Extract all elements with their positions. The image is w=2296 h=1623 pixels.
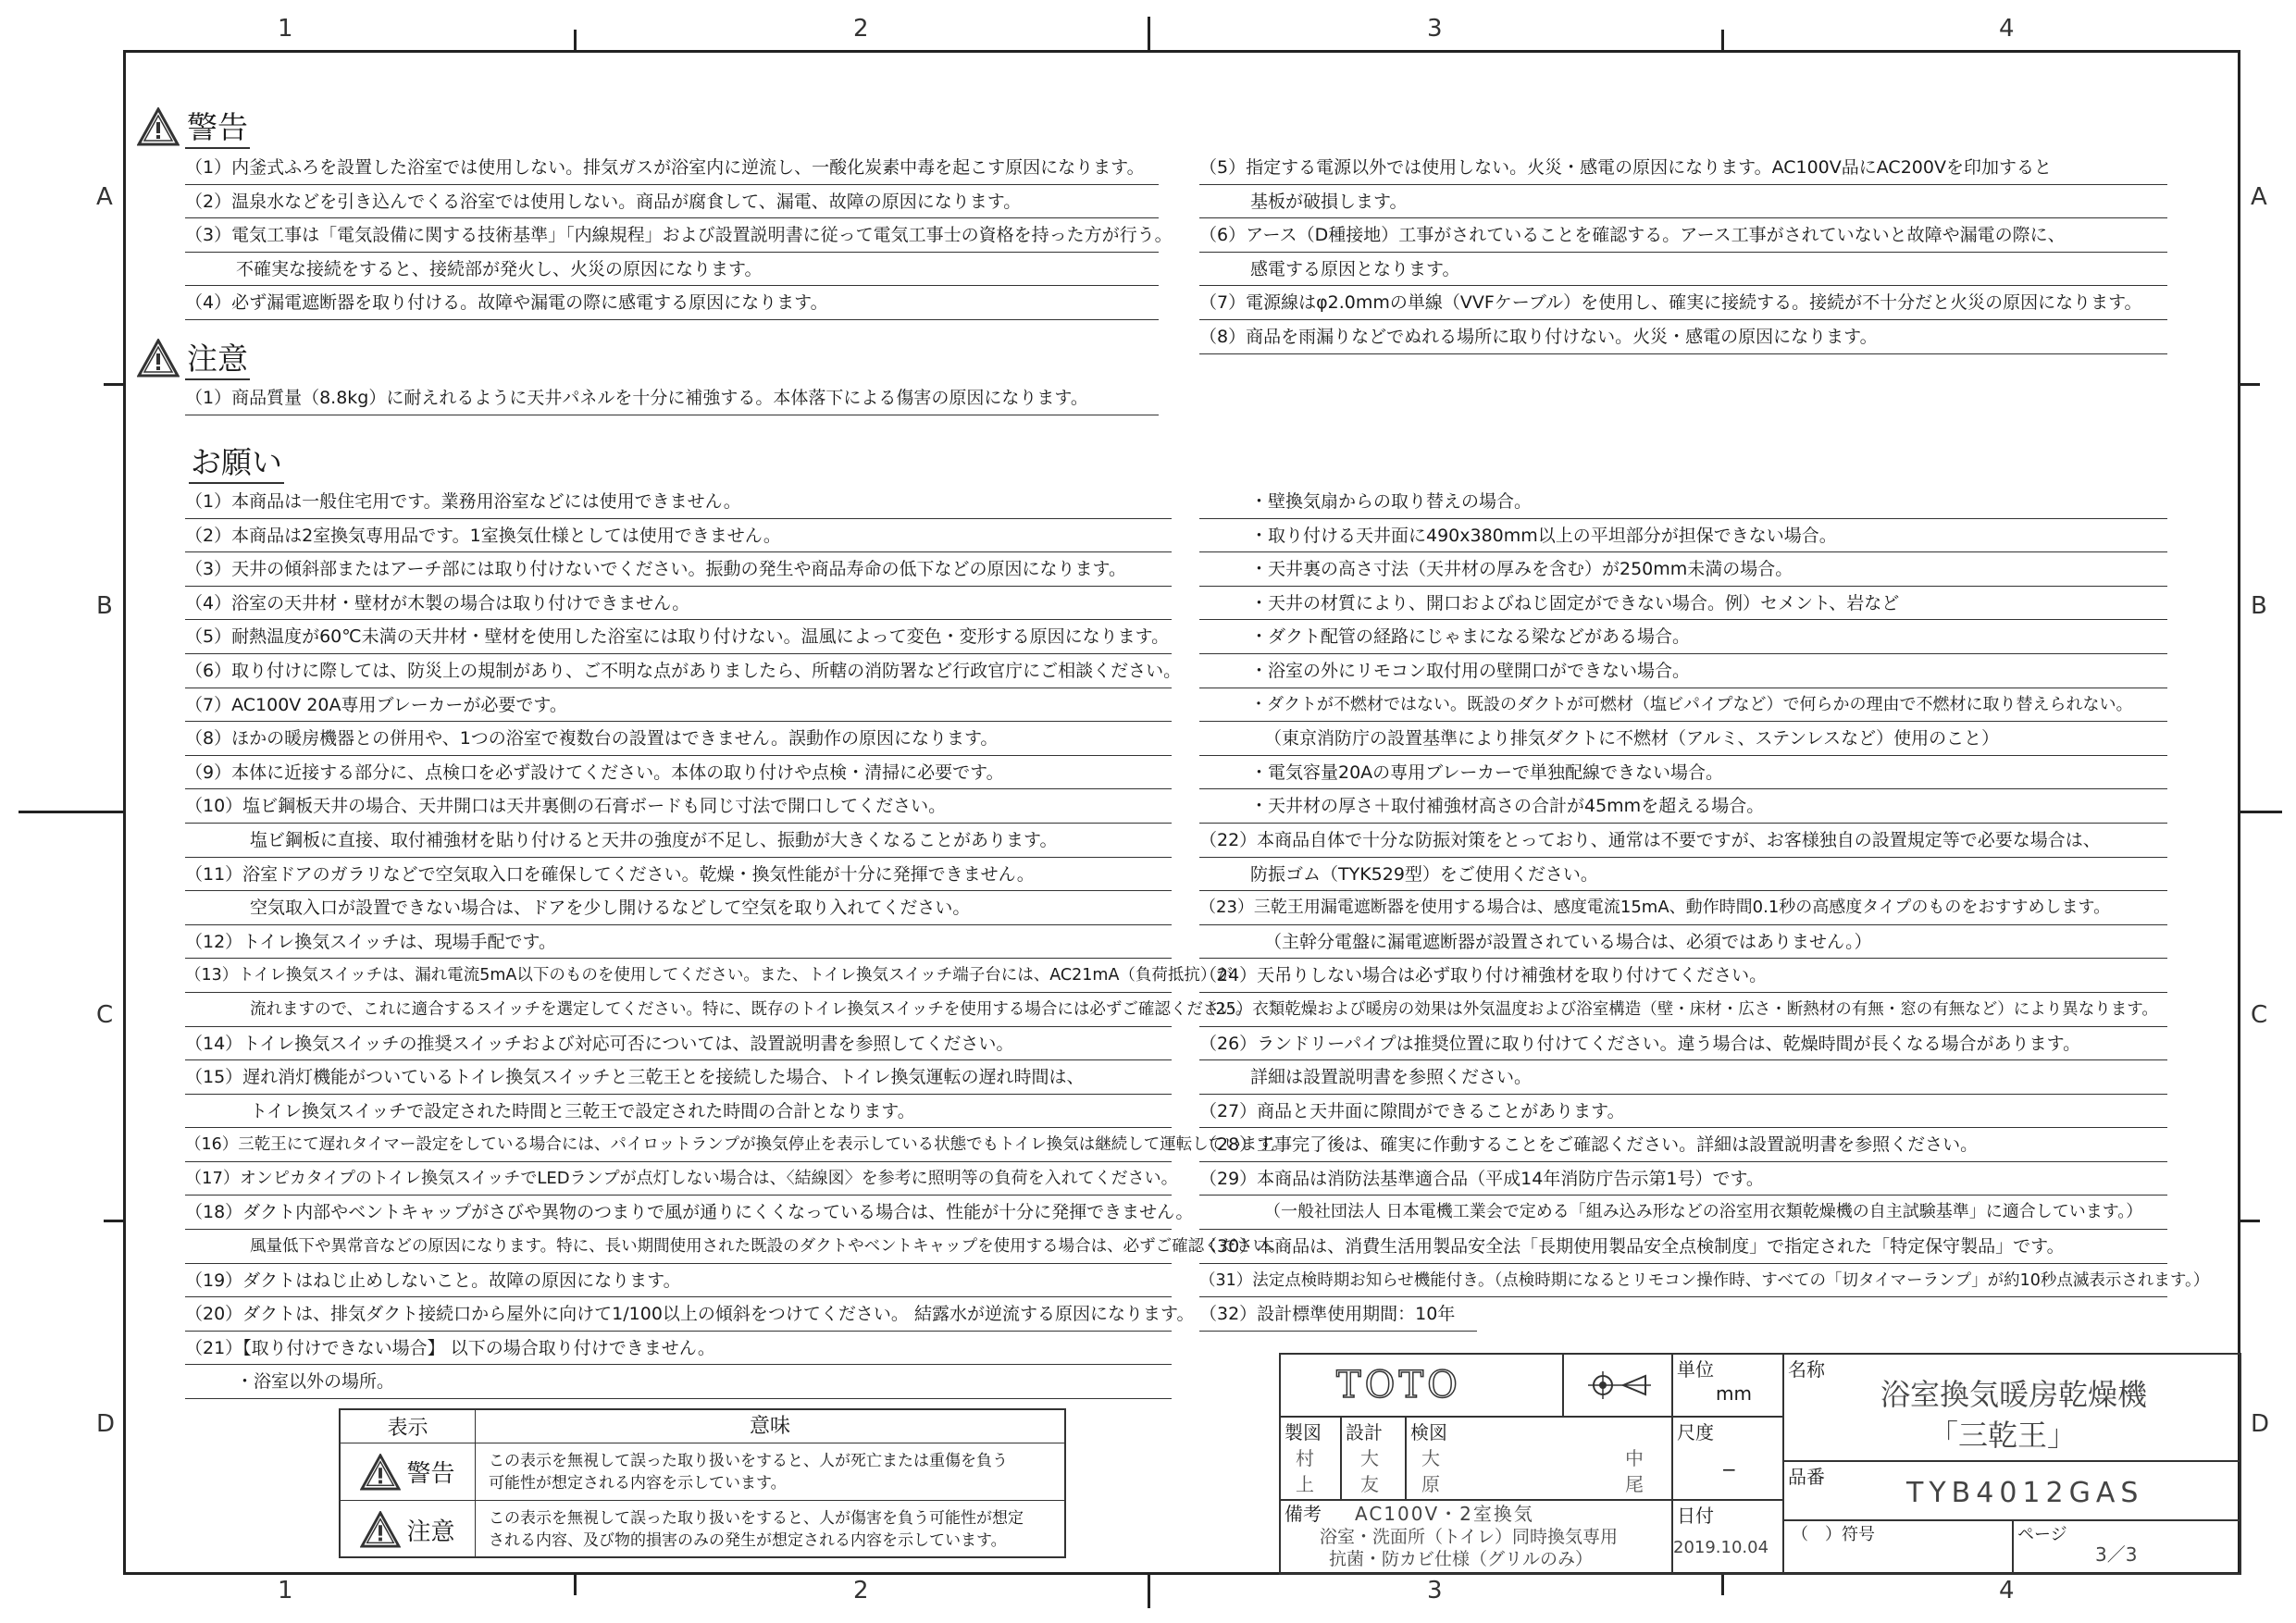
name-drafting-1: 村 <box>1296 1447 1314 1469</box>
warning-item-5: （5）指定する電源以外では使用しない。火災・感電の原因になります。AC100V品にAC200Vを印加すると <box>1199 151 2167 185</box>
name-drafting-2: 上 <box>1296 1473 1314 1495</box>
warning-item-3-cont: 不確実な接続をすると、接続部が発火し、火災の原因になります。 <box>185 253 1159 287</box>
warning-triangle-icon <box>137 107 180 146</box>
warning-item-3: （3）電気工事は「電気設備に関する技術基準」「内線規程」および設置説明書に従って電気工事士の資格を持った方が行う。 <box>185 218 1159 253</box>
zone-row-d-left: D <box>96 1410 116 1438</box>
name-check-2: 中 <box>1625 1447 1644 1469</box>
scale-label: 尺度 <box>1677 1421 1714 1443</box>
caution-title: 注意 <box>185 335 250 380</box>
unit-value: mm <box>1716 1382 1752 1405</box>
zone-row-a-right: A <box>2251 183 2267 211</box>
legend-table <box>339 1408 1066 1558</box>
zone-row-b-left: B <box>96 592 113 620</box>
request-item-20: （20）ダクトは、排気ダクト接続口から屋外に向けて1/100以上の傾斜をつけてください。 結露水が逆流する原因になります。 <box>185 1297 1172 1332</box>
date-value: 2019.10.04 <box>1673 1538 1769 1557</box>
warning-right-list <box>1199 151 2167 354</box>
request-item-21-bullet-8-cont: （東京消防庁の設置基準により排気ダクトに不燃材（アルミ、ステンレスなど）使用のこと） <box>1199 722 2167 756</box>
part-label: 品番 <box>1788 1466 1825 1488</box>
request-item-28: （28）工事完了後は、確実に作動することをご確認ください。詳細は設置説明書を参照ください。 <box>1199 1128 2167 1162</box>
caution-triangle-icon <box>137 339 180 378</box>
request-item-21-bullet-4: ・天井裏の高さ寸法（天井材の厚みを含む）が250mm未満の場合。 <box>1199 552 2167 587</box>
warning-item-6: （6）アース（D種接地）工事がされていることを確認する。アース工事がされていないと故障や漏電の際に、 <box>1199 218 2167 253</box>
scale-value: − <box>1721 1458 1737 1481</box>
remarks-line-3: 抗菌・防カビ仕様（グリルのみ） <box>1329 1549 1594 1569</box>
request-item-13-cont: 流れますので、これに適合するスイッチを選定してください。特に、既存のトイレ換気スイッチを使用する場合には必ずご確認ください。 <box>185 993 1172 1027</box>
request-item-2: （2）本商品は2室換気専用品です。1室換気仕様としては使用できません。 <box>185 519 1172 553</box>
request-item-23-cont: （主幹分電盤に漏電遮断器が設置されている場合は、必須ではありません。） <box>1199 925 2167 960</box>
request-item-18: （18）ダクト内部やベントキャップがさびや異物のつまりで風が通りにくくなっている場合は、性能が十分に発揮できません。 <box>185 1196 1172 1230</box>
warning-item-6-cont: 感電する原因となります。 <box>1199 253 2167 287</box>
remarks-line-1: AC100V・2室換気 <box>1355 1503 1534 1525</box>
title-block <box>1279 1353 2241 1575</box>
zone-row-c-right: C <box>2251 1001 2268 1029</box>
zone-col-1-bottom: 1 <box>278 1577 293 1604</box>
role-drafting: 製図 <box>1285 1421 1322 1443</box>
request-item-26: （26）ランドリーパイプは推奨位置に取り付けてください。違う場合は、乾燥時間が長くなる場合があります。 <box>1199 1027 2167 1061</box>
request-item-24: （24）天吊りしない場合は必ず取り付け補強材を取り付けてください。 <box>1199 959 2167 993</box>
request-item-12: （12）トイレ換気スイッチは、現場手配です。 <box>185 925 1172 960</box>
request-item-23: （23）三乾王用漏電遮断器を使用する場合は、感度電流15mA、動作時間0.1秒の高感度タイプのものをおすすめします。 <box>1199 891 2167 925</box>
legend-header-meaning: 意味 <box>749 1414 790 1438</box>
request-item-11-cont: 空気取入口が設置できない場合は、ドアを少し開けるなどして空気を取り入れてください。 <box>185 891 1172 925</box>
legend-header-display: 表示 <box>341 1410 476 1443</box>
name-design-1: 大 <box>1360 1447 1379 1469</box>
warning-left-list <box>185 151 1173 320</box>
date-label: 日付 <box>1677 1505 1714 1527</box>
name-check-3: 原 <box>1421 1473 1440 1495</box>
request-item-22: （22）本商品自体で十分な防振対策をとっており、通常は不要ですが、お客様独自の設置規定等で必要な場合は、 <box>1199 824 2167 858</box>
warning-heading <box>137 104 250 149</box>
remarks-line-2: 浴室・洗面所（トイレ）同時換気専用 <box>1320 1527 1619 1547</box>
request-right-list <box>1199 485 2210 1332</box>
product-nickname: 「三乾王」 <box>1929 1418 2078 1453</box>
request-item-30: （30）本商品は、消費生活用製品安全法「長期使用製品安全点検制度」で指定された「特定保守製品」です。 <box>1199 1230 2167 1264</box>
legend-row-warning <box>341 1443 1064 1501</box>
unit-label: 単位 <box>1677 1358 1714 1381</box>
request-item-17: （17）オンピカタイプのトイレ換気スイッチでLEDランプが点灯しない場合は、〈結線図〉を参考に照明等の負荷を入れてください。 <box>185 1162 1172 1196</box>
legend-header-row <box>341 1410 1064 1443</box>
legend-warning-label: 警告 <box>406 1460 455 1488</box>
name-check-4: 尾 <box>1625 1473 1644 1495</box>
request-item-13: （13）トイレ換気スイッチは、漏れ電流5mA以下のものを使用してください。また、トイレ換気スイッチ端子台には、AC21mA（負荷抵抗）が <box>185 959 1172 993</box>
zone-col-2-bottom: 2 <box>853 1577 869 1604</box>
zone-col-2-top: 2 <box>853 15 869 43</box>
request-item-16: （16）三乾王にて遅れタイマー設定をしている場合には、パイロットランプが換気停止を表示している状態でもトイレ換気は継続して運転しています。 <box>185 1128 1172 1162</box>
legend-caution-meaning <box>476 1501 1064 1558</box>
request-item-22-cont: 防振ゴム（TYK529型）をご使用ください。 <box>1199 858 2167 892</box>
request-item-21-bullet-9: ・電気容量20Aの専用ブレーカーで単独配線できない場合。 <box>1199 756 2167 790</box>
warning-item-4: （4）必ず漏電遮断器を取り付ける。故障や漏電の際に感電する原因になります。 <box>185 286 1159 320</box>
legend-warning-meaning <box>476 1443 1064 1500</box>
request-item-21-bullet-1: ・浴室以外の場所。 <box>185 1365 1172 1399</box>
request-heading <box>189 439 284 484</box>
request-item-1: （1）本商品は一般住宅用です。業務用浴室などには使用できません。 <box>185 485 1172 519</box>
name-design-2: 友 <box>1360 1473 1379 1495</box>
legend-caution-cell <box>341 1501 476 1558</box>
request-item-29-cont: （一般社団法人 日本電機工業会で定める「組み込み形などの浴室用衣類乾燥機の自主試験基準」に適合しています。） <box>1199 1196 2167 1230</box>
request-item-15: （15）遅れ消灯機能がついているトイレ換気スイッチと三乾王とを接続した場合、トイレ換気運転の遅れ時間は、 <box>185 1060 1172 1095</box>
request-item-11: （11）浴室ドアのガラリなどで空気取入口を確保してください。乾燥・換気性能が十分に発揮できません。 <box>185 858 1172 892</box>
request-item-15-cont: トイレ換気スイッチで設定された時間と三乾王で設定された時間の合計となります。 <box>185 1095 1172 1129</box>
legend-caution-label: 注意 <box>406 1518 455 1546</box>
request-item-18-cont: 風量低下や異常音などの原因になります。特に、長い期間使用された既設のダクトやベントキャップを使用する場合は、必ずご確認ください。 <box>185 1230 1172 1264</box>
request-item-25: （25）衣類乾燥および暖房の効果は外気温度および浴室構造（壁・床材・広さ・断熱材の有無・窓の有無など）により異なります。 <box>1199 993 2167 1027</box>
request-item-21-bullet-6: ・ダクト配管の経路にじゃまになる梁などがある場合。 <box>1199 620 2167 654</box>
caution-list <box>185 381 1159 415</box>
zone-row-d-right: D <box>2251 1410 2270 1438</box>
request-item-31: （31）法定点検時期お知らせ機能付き。（点検時期になるとリモコン操作時、すべての「切タイマーランプ」が約10秒点滅表示されます。） <box>1199 1264 2167 1298</box>
product-name: 浴室換気暖房乾燥機 <box>1880 1377 2148 1412</box>
request-item-21-bullet-2: ・壁換気扇からの取り替えの場合。 <box>1199 485 2167 519</box>
caution-item-1: （1）商品質量（8.8kg）に耐えれるように天井パネルを十分に補強する。本体落下による傷害の原因になります。 <box>185 381 1159 415</box>
request-item-32: （32）設計標準使用期間：10年 <box>1199 1297 1477 1332</box>
brand-logo: TOTO <box>1336 1364 1461 1406</box>
third-angle-projection-icon <box>1588 1369 1653 1401</box>
warning-item-2: （2）温泉水などを引き込んでくる浴室では使用しない。商品が腐食して、漏電、故障の原因になります。 <box>185 185 1159 219</box>
warning-item-7: （7）電源線はφ2.0mmの単線（VVFケーブル）を使用し、確実に接続する。接続が不十分だと火災の原因になります。 <box>1199 286 2167 320</box>
request-item-6: （6）取り付けに際しては、防災上の規制があり、ご不明な点がありましたら、所轄の消防署など行政官庁にご相談ください。 <box>185 654 1172 688</box>
legend-row-caution <box>341 1501 1064 1558</box>
caution-heading <box>137 335 250 380</box>
request-item-9: （9）本体に近接する部分に、点検口を必ず設けてください。本体の取り付けや点検・清掃に必要です。 <box>185 756 1172 790</box>
request-item-29: （29）本商品は消防法基準適合品（平成14年消防庁告示第1号）です。 <box>1199 1162 2167 1196</box>
role-check: 検図 <box>1410 1421 1447 1443</box>
request-item-21: （21）【取り付けできない場合】 以下の場合取り付けできません。 <box>185 1332 1172 1366</box>
request-title: お願い <box>189 439 284 484</box>
remarks-label: 備考 <box>1285 1503 1322 1525</box>
role-design: 設計 <box>1346 1421 1383 1443</box>
zone-col-4-top: 4 <box>1999 15 2015 43</box>
request-item-10: （10）塩ビ鋼板天井の場合、天井開口は天井裏側の石膏ボードも同じ寸法で開口してください。 <box>185 789 1172 824</box>
request-item-27: （27）商品と天井面に隙間ができることがあります。 <box>1199 1095 2167 1129</box>
legend-caution-text: この表示を無視して誤った取り扱いをすると、人が傷害を負う可能性が想定 される内容、及び物的損害のみの発生が想定される内容を示しています。 <box>489 1509 1024 1550</box>
zone-row-c-left: C <box>96 1001 114 1029</box>
caution-triangle-icon <box>360 1511 401 1548</box>
request-item-26-cont: 詳細は設置説明書を参照ください。 <box>1199 1060 2167 1095</box>
part-number: TYB4012GAS <box>1906 1477 2144 1509</box>
request-item-8: （8）ほかの暖房機器との併用や、1つの浴室で複数台の設置はできません。誤動作の原因になります。 <box>185 722 1172 756</box>
request-item-5: （5）耐熱温度が60℃未満の天井材・壁材を使用した浴室には取り付けない。温風によって変色・変形する原因になります。 <box>185 620 1172 654</box>
name-label: 名称 <box>1788 1358 1825 1381</box>
zone-col-3-top: 3 <box>1427 15 1443 43</box>
request-item-4: （4）浴室の天井材・壁材が木製の場合は取り付けできません。 <box>185 587 1172 621</box>
request-item-21-bullet-8: ・ダクトが不燃材ではない。既設のダクトが可燃材（塩ビパイプなど）で何らかの理由で不燃材に取り替えられない。 <box>1199 688 2167 723</box>
warning-item-5-cont: 基板が破損します。 <box>1199 185 2167 219</box>
name-check-1: 大 <box>1421 1447 1440 1469</box>
request-item-21-bullet-10: ・天井材の厚さ＋取付補強材高さの合計が45mmを超える場合。 <box>1199 789 2167 824</box>
request-item-19: （19）ダクトはねじ止めしないこと。故障の原因になります。 <box>185 1264 1172 1298</box>
zone-row-b-right: B <box>2251 592 2267 620</box>
request-item-21-bullet-3: ・取り付ける天井面に490x380mm以上の平坦部分が担保できない場合。 <box>1199 519 2167 553</box>
request-item-21-bullet-7: ・浴室の外にリモコン取付用の壁開口ができない場合。 <box>1199 654 2167 688</box>
zone-row-a-left: A <box>96 183 113 211</box>
request-item-3: （3）天井の傾斜部またはアーチ部には取り付けないでください。振動の発生や商品寿命の低下などの原因になります。 <box>185 552 1172 587</box>
warning-item-8: （8）商品を雨漏りなどでぬれる場所に取り付けない。火災・感電の原因になります。 <box>1199 320 2167 354</box>
zone-col-4-bottom: 4 <box>1999 1577 2015 1604</box>
request-item-21-bullet-5: ・天井の材質により、開口およびねじ固定ができない場合。例）セメント、岩など <box>1199 587 2167 621</box>
page-number: 3／3 <box>2095 1543 2138 1566</box>
request-item-10-cont: 塩ビ鋼板に直接、取付補強材を貼り付けると天井の強度が不足し、振動が大きくなることがあります。 <box>185 824 1172 858</box>
request-item-14: （14）トイレ換気スイッチの推奨スイッチおよび対応可否については、設置説明書を参照してください。 <box>185 1027 1172 1061</box>
warning-item-1: （1）内釜式ふろを設置した浴室では使用しない。排気ガスが浴室内に逆流し、一酸化炭素中毒を起こす原因になります。 <box>185 151 1159 185</box>
request-left-list <box>185 485 1288 1399</box>
warning-title: 警告 <box>185 104 250 149</box>
legend-warning-cell <box>341 1443 476 1500</box>
zone-col-1-top: 1 <box>278 15 293 43</box>
symbol-label: （ ）符号 <box>1792 1525 1875 1544</box>
zone-col-3-bottom: 3 <box>1427 1577 1443 1604</box>
page-label: ページ <box>2017 1525 2067 1544</box>
warning-triangle-icon <box>360 1454 401 1491</box>
legend-warning-text: この表示を無視して誤った取り扱いをすると、人が死亡または重傷を負う 可能性が想定される内容を示しています。 <box>489 1451 1008 1493</box>
request-item-7: （7）AC100V 20A専用ブレーカーが必要です。 <box>185 688 1172 723</box>
